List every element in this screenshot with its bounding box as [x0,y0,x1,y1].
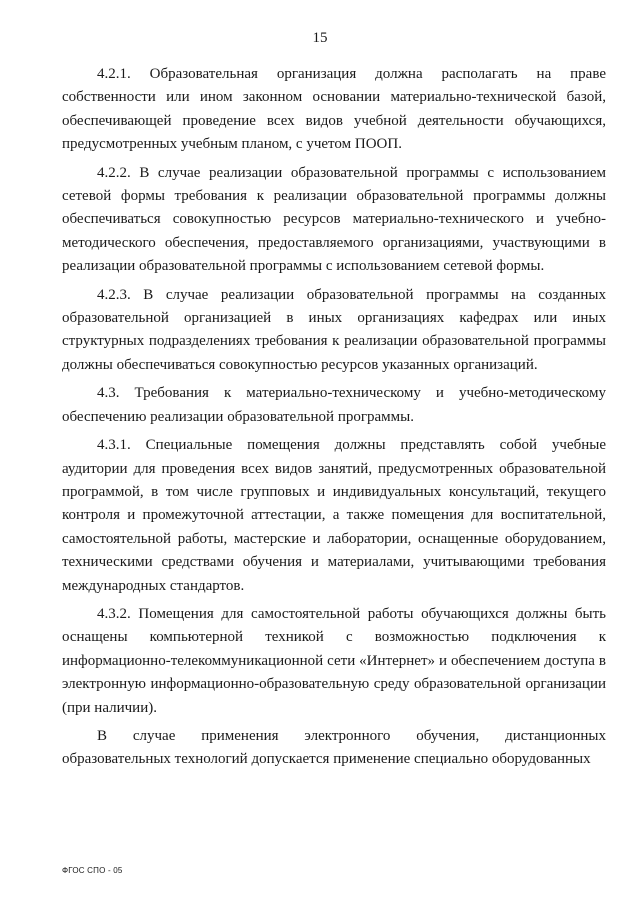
paragraph-number: 4.2.1. [97,66,131,82]
paragraph-4-3-2 [62,603,606,720]
paragraph-4-2-3 [62,284,606,378]
paragraph-electronic-learning [62,725,606,772]
paragraph-number: 4.3.2. [97,605,131,622]
paragraph-text: В случае реализации образовательной программы на созданных образовательной организацией в иных организациях кафедрах или иных структурных подразделениях требования к реализации образовательной программы должны обеспечиваться совокупностью ресурсов указанных организаций. [62,286,607,373]
paragraph-text: Специальные помещения должны представлять собой учебные аудитории для проведения всех видов занятий, предусмотренных образовательной программой, в том числе групповых и индивидуальных консультаций, текущего контроля и промежуточной аттестации, а также помещения для воспитательной, самостоятельной работы, мастерские и лаборатории, оснащенные оборудованием, техническими средствами обучения и материалами, учитывающими требования международных стандартов. [62,437,606,594]
paragraph-text: В случае применения электронного обучения, дистанционных образовательных технологий допускается применение специально оборудованных [62,727,606,768]
paragraph-text: Образовательная организация должна располагать на праве собственности или ином законном основании материально-технической базой, обеспечивающей проведение всех видов учебной деятельности обучающихся, предусмотренных учебным планом, с учетом ПООП. [62,66,606,153]
paragraph-number: 4.2.2. [97,164,131,181]
paragraph-4-3 [62,382,606,429]
paragraph-number: 4.2.3. [97,286,131,303]
paragraph-4-2-1 [62,63,606,157]
paragraph-4-2-2 [62,162,606,279]
document-body [62,63,606,777]
paragraph-4-3-1 [62,434,606,598]
paragraph-text: Требования к материально-техническому и учебно-методическому обеспечению реализации образовательной программы. [62,385,607,425]
paragraph-text: В случае реализации образовательной программы с использованием сетевой формы требования к реализации образовательной программы должны обеспечиваться совокупностью ресурсов материально-технического и учебно-методического обеспечения, предоставляемого организациями, участвующими в реализации образовательной программы с использованием сетевой формы. [62,164,606,275]
page-number: 15 [312,30,328,46]
footer-standard-code: ФГОС СПО - 05 [62,866,123,875]
paragraph-text: Помещения для самостоятельной работы обучающихся должны быть оснащены компьютерной техникой с возможностью подключения к информационно-телекоммуникационной сети «Интернет» и обеспечением доступа в электронную информационно-образовательную среду образовательной организации (при наличии). [62,605,607,716]
paragraph-number: 4.3. [97,385,120,402]
paragraph-number: 4.3.1. [97,437,131,454]
